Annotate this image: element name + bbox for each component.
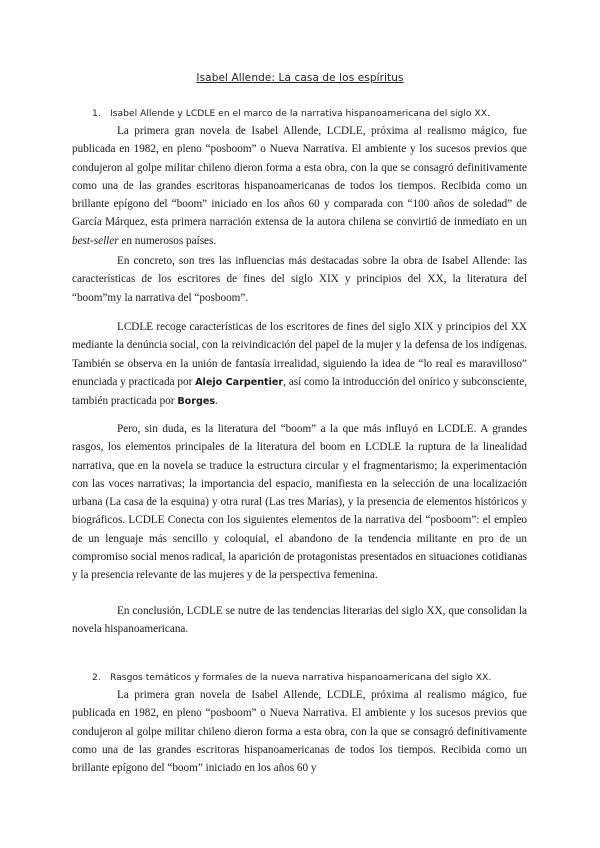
section-2-paragraph-1 — [72, 686, 527, 777]
section-1-paragraph-5 — [72, 602, 527, 639]
section-2-number: 2. — [92, 672, 101, 683]
section-2-heading-text: Rasgos temáticos y formales de la nueva narrativa hispanoamericana del siglo XX. — [110, 672, 492, 683]
section-1-paragraph-4 — [72, 420, 527, 585]
paragraph-text: La primera gran novela de Isabel Allende, LCDLE, próxima al realismo mágico, fue publicada en 1982, en pleno “posboom” o Nueva Narrativa. El ambiente y los sucesos previos que condujeron al golpe militar chileno dieron forma a esta obra, con la que se consagró definitivamente como una de las grandes escritoras hispanoamericanas de todos los tiempos. Recibida como un brillante epígono del “boom” iniciado en los años 60 y — [72, 689, 527, 775]
section-1-heading — [92, 108, 562, 119]
section-2-heading — [92, 672, 562, 683]
paragraph-text: En conclusión, LCDLE se nutre de las tendencias literarias del siglo XX, que consolidan la novela hispanoamericana. — [72, 605, 527, 636]
paragraph-text: , así como la introducción del onírico y subconsciente, también practicada por — [72, 375, 527, 408]
section-1-heading-text: Isabel Allende y LCDLE en el marco de la narrativa hispanoamericana del siglo XX. — [110, 108, 490, 119]
author-name: Alejo Carpentier — [195, 376, 284, 388]
paragraph-text: . — [215, 395, 218, 408]
section-1-paragraph-1 — [72, 122, 527, 250]
paragraph-text: En concreto, son tres las influencias más destacadas sobre la obra de Isabel Allende: las características de los escritores de fines del siglo XIX y principios del XX, la literatura del “boom”my la narrativa del “posboom”. — [72, 255, 527, 304]
section-1-number: 1. — [92, 108, 101, 119]
emphasis-text: best-seller — [72, 234, 119, 247]
paragraph-text: LCDLE recoge características de los escritores de fines del siglo XIX y principios del XX mediante la denúncia social, con la reivindicación del papel de la mujer y la defensa de los indígenas. También se observa en la unión de fantasía irrealidad, siguiendo la idea de “lo real es maravilloso” enunciada y practicada por — [72, 321, 527, 388]
paragraph-text: en numerosos países. — [118, 234, 217, 247]
section-1-paragraph-2 — [72, 252, 527, 307]
document-title: Isabel Allende: La casa de los espíritus — [196, 72, 404, 84]
paragraph-text: Pero, sin duda, es la literatura del “boom” a la que más influyó en LCDLE. A grandes rasgos, los elementos principales de la literatura del boom en LCDLE la ruptura de la linealidad narrativa, que en la novela se traduce la estructura circular y el fragmentarismo; la experimentación con las voces narrativas; la importancia del espacio, manifiesta en la selección de una localización urbana (La casa de la esquina) y otra rural (Las tres Marías), y la presencia de elementos históricos y biográficos. LCDLE Conecta con los siguientes elementos de la narrativa del “posboom”: el empleo de un lenguaje más sencillo y coloquial, el abandono de la tendencia militante en pro de un compromiso social menos radical, la aparición de protagonistas presentados en situaciones cotidianas y la presencia relevante de las mujeres y de la perspectiva femenina. — [72, 423, 527, 582]
paragraph-text: La primera gran novela de Isabel Allende, LCDLE, próxima al realismo mágico, fue publicada en 1982, en pleno “posboom” o Nueva Narrativa. El ambiente y los sucesos previos que condujeron al golpe militar chileno dieron forma a esta obra, con la que se consagró definitivamente como una de las grandes escritoras hispanoamericanas de todos los tiempos. Recibida como un brillante epígono del “boom” iniciado en los años 60 y comparada con “100 años de soledad” de García Márquez, esta primera narración extensa de la autora chilena se convirtió de inmediato en un — [72, 125, 527, 229]
author-name: Borges — [177, 396, 216, 408]
section-1-paragraph-3 — [72, 318, 527, 411]
